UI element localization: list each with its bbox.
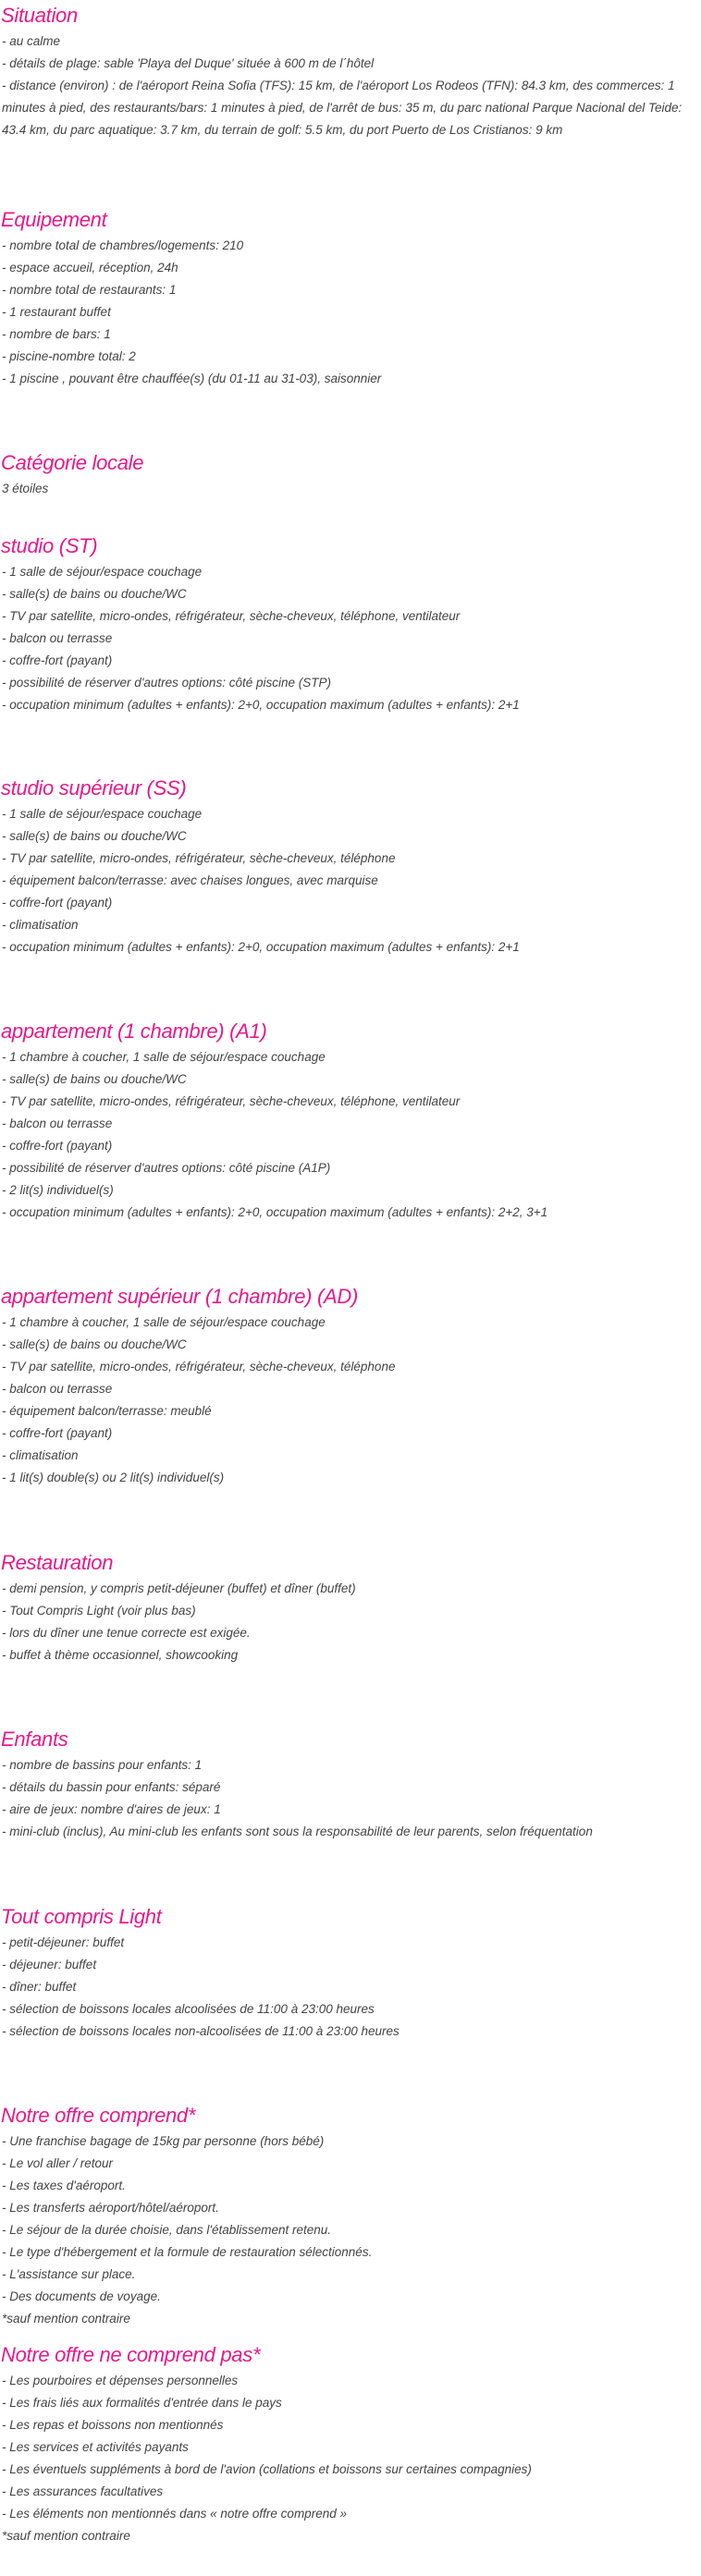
list-item: - Le vol aller / retour	[2, 2156, 114, 2170]
list-item: - 2 lit(s) individuel(s)	[2, 1183, 114, 1197]
list-item: - 1 restaurant buffet	[2, 305, 111, 319]
list-item: - équipement balcon/terrasse: avec chaises longues, avec marquise	[2, 873, 378, 887]
section-studio-superieur-ss	[1, 773, 701, 1016]
list-item: - salle(s) de bains ou douche/WC	[2, 587, 187, 601]
list-item: - 1 chambre à coucher, 1 salle de séjour/espace couchage	[2, 1315, 326, 1329]
list-item: - TV par satellite, micro-ondes, réfrigérateur, sèche-cheveux, téléphone, ventilateur	[2, 1094, 461, 1108]
list-item: - mini-club (inclus), Au mini-club les enfants sont sous la responsabilité de leur parents, selon fréquentation	[2, 1825, 593, 1838]
list-item: - piscine-nombre total: 2	[2, 349, 136, 363]
section-body	[1, 1932, 701, 2043]
list-item: - demi pension, y compris petit-déjeuner (buffet) et dîner (buffet)	[2, 1581, 356, 1595]
list-item: - 1 salle de séjour/espace couchage	[2, 565, 203, 579]
list-item: - distance (environ) : de l'aéroport Reina Sofia (TFS): 15 km, de l'aéroport Los Rodeos (TFN): 84.3 km, des commerces: 1 minutes à pied, des restaurants/bars: 1 minutes à pied, de l'arrêt de bus: 35 m, du parc national Parque Nacional del Teide: 43.4 km, du parc aquatique: 3.7 km, du terrain de golf: 5.5 km, du port Puerto de Los Cristianos: 9 km	[2, 79, 683, 137]
list-item: - Les éléments non mentionnés dans « notre offre comprend »	[2, 2507, 347, 2521]
section-body	[1, 561, 701, 716]
section-title: studio (ST)	[1, 534, 98, 557]
list-item: - TV par satellite, micro-ondes, réfrigérateur, sèche-cheveux, téléphone	[2, 1360, 396, 1373]
list-item: - 1 lit(s) double(s) ou 2 lit(s) individuel(s)	[2, 1471, 225, 1484]
list-item: - détails du bassin pour enfants: séparé	[2, 1780, 221, 1794]
list-item: - sélection de boissons locales alcoolisées de 11:00 à 23:00 heures	[2, 2002, 375, 2016]
section-situation	[1, 0, 701, 204]
section-title: Notre offre ne comprend pas*	[1, 2343, 261, 2366]
footnote: *sauf mention contraire	[2, 2312, 130, 2326]
section-body	[1, 2130, 701, 2330]
list-item: - au calme	[2, 34, 61, 48]
list-item: - salle(s) de bains ou douche/WC	[2, 1337, 187, 1351]
section-studio-st	[1, 531, 701, 773]
list-item: - occupation minimum (adultes + enfants): 2+0, occupation maximum (adultes + enfants): 2+2, 3+1	[2, 1205, 548, 1219]
list-item: - Le type d'hébergement et la formule de restauration sélectionnés.	[2, 2245, 373, 2259]
section-restauration	[1, 1547, 701, 1724]
list-item: - salle(s) de bains ou douche/WC	[2, 829, 187, 843]
section-title: appartement (1 chambre) (A1)	[1, 1019, 267, 1043]
list-item: - nombre total de chambres/logements: 210	[2, 238, 244, 252]
section-offre-ne-comprend-pas	[1, 2339, 701, 2547]
section-title: studio supérieur (SS)	[1, 776, 187, 800]
list-item: - nombre de bassins pour enfants: 1	[2, 1758, 203, 1772]
footnote: *sauf mention contraire	[2, 2529, 130, 2543]
section-body	[1, 803, 701, 958]
list-item: - sélection de boissons locales non-alcoolisées de 11:00 à 23:00 heures	[2, 2024, 400, 2038]
list-item: - déjeuner: buffet	[2, 1958, 97, 1972]
list-item: - 1 piscine , pouvant être chauffée(s) (du 01-11 au 31-03), saisonnier	[2, 372, 382, 385]
list-item: - Tout Compris Light (voir plus bas)	[2, 1604, 196, 1618]
section-body	[1, 235, 701, 390]
list-item: - Les éventuels suppléments à bord de l'avion (collations et boissons sur certaines compagnies)	[2, 2462, 532, 2476]
section-body	[1, 478, 701, 500]
section-body	[1, 1312, 701, 1489]
section-title: Situation	[1, 4, 78, 27]
list-item: - balcon ou terrasse	[2, 1382, 113, 1396]
section-categorie-locale	[1, 447, 701, 531]
section-appartement-superieur-ad	[1, 1281, 701, 1547]
list-item: - coffre-fort (payant)	[2, 653, 113, 667]
list-item: - possibilité de réserver d'autres options: côté piscine (A1P)	[2, 1161, 331, 1175]
list-item: - balcon ou terrasse	[2, 1117, 113, 1130]
section-title: appartement supérieur (1 chambre) (AD)	[1, 1285, 358, 1308]
list-item: - salle(s) de bains ou douche/WC	[2, 1072, 187, 1086]
list-item: - Des documents de voyage.	[2, 2289, 161, 2303]
list-item: - TV par satellite, micro-ondes, réfrigérateur, sèche-cheveux, téléphone, ventilateur	[2, 609, 461, 623]
list-item: - coffre-fort (payant)	[2, 1426, 113, 1440]
list-item: - L'assistance sur place.	[2, 2267, 136, 2281]
section-tout-compris-light	[1, 1901, 701, 2100]
list-item: - TV par satellite, micro-ondes, réfrigérateur, sèche-cheveux, téléphone	[2, 851, 396, 865]
list-item: - possibilité de réserver d'autres options: côté piscine (STP)	[2, 676, 331, 690]
list-item: - équipement balcon/terrasse: meublé	[2, 1404, 212, 1418]
list-item: - Les assurances facultatives	[2, 2484, 164, 2498]
section-offre-comprend	[1, 2100, 701, 2339]
list-item: - buffet à thème occasionnel, showcooking	[2, 1648, 239, 1662]
section-body	[1, 1578, 701, 1666]
list-item: - coffre-fort (payant)	[2, 1139, 113, 1153]
list-item: - dîner: buffet	[2, 1980, 77, 1994]
section-equipement	[1, 204, 701, 447]
list-item: - 1 salle de séjour/espace couchage	[2, 807, 203, 821]
list-item: - Les transferts aéroport/hôtel/aéroport.	[2, 2201, 219, 2215]
section-body	[1, 2370, 701, 2547]
list-item: - Le séjour de la durée choisie, dans l'établissement retenu.	[2, 2223, 332, 2237]
list-item: - occupation minimum (adultes + enfants): 2+0, occupation maximum (adultes + enfants): 2+1	[2, 698, 520, 712]
section-body	[1, 31, 701, 141]
list-item: - espace accueil, réception, 24h	[2, 261, 178, 275]
list-item: - lors du dîner une tenue correcte est exigée.	[2, 1626, 251, 1640]
section-enfants	[1, 1724, 701, 1901]
list-item: - Les services et activités payants	[2, 2440, 189, 2454]
section-title: Tout compris Light	[1, 1905, 162, 1928]
list-item: - Les taxes d'aéroport.	[2, 2179, 126, 2192]
list-item: - 1 chambre à coucher, 1 salle de séjour/espace couchage	[2, 1050, 326, 1064]
section-body	[1, 1046, 701, 1224]
list-item: - coffre-fort (payant)	[2, 896, 113, 910]
list-item: - détails de plage: sable 'Playa del Duque' située à 600 m de l´hôtel	[2, 56, 375, 70]
section-title: Equipement	[1, 208, 107, 231]
section-title: Enfants	[1, 1728, 68, 1751]
section-appartement-a1	[1, 1016, 701, 1281]
list-item: - Les pourboires et dépenses personnelles	[2, 2374, 239, 2387]
section-title: Notre offre comprend*	[1, 2104, 196, 2127]
list-item: - Une franchise bagage de 15kg par personne (hors bébé)	[2, 2134, 325, 2148]
list-item: 3 étoiles	[2, 482, 49, 495]
list-item: - climatisation	[2, 1448, 79, 1462]
list-item: - Les repas et boissons non mentionnés	[2, 2418, 224, 2432]
list-item: - occupation minimum (adultes + enfants): 2+0, occupation maximum (adultes + enfants): 2+1	[2, 940, 520, 954]
list-item: - nombre total de restaurants: 1	[2, 283, 177, 297]
list-item: - Les frais liés aux formalités d'entrée dans le pays	[2, 2396, 282, 2410]
section-title: Catégorie locale	[1, 451, 144, 474]
section-body	[1, 1754, 701, 1843]
list-item: - aire de jeux: nombre d'aires de jeux: 1	[2, 1802, 221, 1816]
list-item: - petit-déjeuner: buffet	[2, 1935, 125, 1949]
section-title: Restauration	[1, 1551, 114, 1574]
list-item: - balcon ou terrasse	[2, 631, 113, 645]
list-item: - nombre de bars: 1	[2, 327, 111, 341]
list-item: - climatisation	[2, 918, 79, 932]
